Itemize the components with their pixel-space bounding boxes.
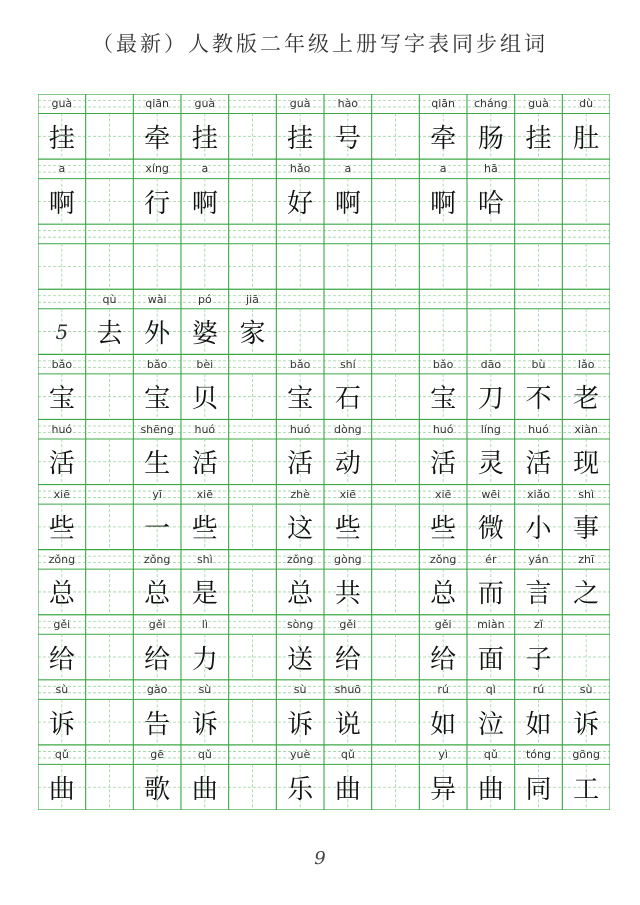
page-number: 9 [314, 848, 326, 869]
pinyin-cell: zǐ [534, 617, 543, 631]
pinyin-cell: xiē [53, 487, 70, 501]
character-cell [86, 504, 134, 550]
pinyin-cell [372, 550, 420, 570]
character-cell: 宝 [430, 384, 457, 415]
pinyin-cell [562, 289, 610, 309]
character-cell: 泣 [477, 709, 504, 740]
pinyin-cell: gěi [339, 617, 357, 631]
pinyin-cell: pó [197, 292, 212, 306]
pinyin-cell [229, 550, 277, 570]
character-cell [324, 309, 372, 355]
character-cell: 挂 [48, 123, 75, 154]
character-cell: 给 [48, 644, 75, 675]
pinyin-cell [229, 680, 277, 700]
character-cell: 异 [430, 774, 457, 805]
character-cell: 啊 [191, 188, 218, 219]
character-cell: 是 [191, 579, 218, 610]
character-cell: 挂 [525, 123, 552, 154]
character-cell: 哈 [477, 188, 504, 219]
character-cell: 牵 [144, 123, 171, 154]
character-cell [562, 244, 610, 290]
character-cell [86, 699, 134, 745]
character-cell: 些 [191, 514, 218, 545]
pinyin-cell: dòng [333, 422, 362, 436]
pinyin-cell [372, 289, 420, 309]
character-cell [276, 244, 324, 290]
pinyin-cell [86, 485, 134, 505]
character-cell [372, 439, 420, 485]
character-cell: 如 [525, 709, 552, 740]
character-cell [324, 244, 372, 290]
pinyin-cell [229, 419, 277, 439]
pinyin-cell: qǔ [54, 748, 69, 762]
pinyin-cell: huó [194, 422, 216, 436]
character-cell: 诉 [287, 709, 314, 740]
pinyin-cell: gěi [53, 617, 71, 631]
character-cell: 挂 [191, 123, 218, 154]
character-cell: 总 [430, 579, 457, 610]
pinyin-cell [372, 615, 420, 635]
pinyin-cell: gòng [333, 552, 362, 566]
pinyin-cell: cháng [473, 97, 508, 111]
character-cell: 生 [144, 449, 171, 480]
pinyin-cell [467, 224, 515, 244]
pinyin-cell: guà [289, 97, 311, 111]
character-cell: 不 [525, 384, 552, 415]
pinyin-cell [229, 485, 277, 505]
character-cell: 乐 [287, 774, 314, 805]
pinyin-cell [86, 615, 134, 635]
pinyin-cell [372, 745, 420, 765]
pinyin-cell: a [344, 162, 352, 176]
pinyin-cell: gē [150, 748, 165, 762]
pinyin-cell: yī [152, 487, 162, 501]
character-cell: 给 [430, 644, 457, 675]
pinyin-cell [86, 745, 134, 765]
pinyin-cell [372, 224, 420, 244]
character-cell: 号 [334, 123, 361, 154]
character-cell: 送 [287, 644, 314, 675]
pinyin-cell: rú [532, 683, 545, 697]
pinyin-cell [229, 224, 277, 244]
character-cell [229, 699, 277, 745]
character-cell: 啊 [48, 188, 75, 219]
pinyin-cell: hào [337, 97, 359, 111]
character-cell: 同 [525, 774, 552, 805]
character-cell: 言 [525, 579, 552, 610]
pinyin-cell: zǒng [143, 552, 171, 566]
pinyin-cell [86, 680, 134, 700]
pinyin-cell: bù [531, 357, 546, 371]
pinyin-cell: qiān [145, 97, 170, 111]
character-cell: 老 [573, 384, 600, 415]
pinyin-cell [467, 289, 515, 309]
character-cell [86, 439, 134, 485]
character-cell [276, 309, 324, 355]
pinyin-cell [276, 289, 324, 309]
pinyin-cell: gěi [148, 617, 166, 631]
character-cell: 小 [525, 514, 552, 545]
character-cell: 些 [334, 514, 361, 545]
pinyin-cell: dù [579, 97, 594, 111]
pinyin-cell: guà [528, 97, 549, 111]
character-cell: 之 [573, 579, 600, 610]
pinyin-cell: qiān [431, 97, 456, 111]
character-cell [467, 244, 515, 290]
lesson-number: 5 [55, 319, 69, 344]
character-cell: 外 [144, 319, 171, 350]
pinyin-cell: wēi [481, 487, 501, 501]
character-cell: 贝 [191, 384, 218, 415]
pinyin-cell: xiē [196, 487, 213, 501]
pinyin-cell: xiē [434, 487, 452, 501]
pinyin-cell: gōng [572, 748, 600, 762]
character-cell: 家 [239, 319, 266, 350]
pinyin-cell [324, 289, 372, 309]
pinyin-cell [515, 159, 563, 179]
character-cell: 说 [334, 709, 361, 740]
character-cell [229, 569, 277, 615]
character-cell: 总 [287, 579, 314, 610]
character-cell [562, 309, 610, 355]
pinyin-cell: guà [194, 97, 216, 111]
character-cell [372, 179, 420, 225]
character-cell [562, 179, 610, 225]
character-cell: 牵 [430, 123, 457, 154]
pinyin-cell: qǔ [197, 748, 212, 762]
pinyin-cell [562, 615, 610, 635]
pinyin-cell [181, 224, 229, 244]
character-cell [372, 699, 420, 745]
character-cell [372, 634, 420, 680]
character-cell [229, 114, 277, 160]
pinyin-cell [229, 745, 277, 765]
pinyin-cell [419, 289, 467, 309]
pinyin-cell: qǔ [483, 748, 498, 762]
pinyin-cell [372, 680, 420, 700]
character-cell: 现 [573, 449, 600, 480]
character-cell: 宝 [287, 384, 314, 415]
character-cell: 诉 [573, 709, 600, 740]
pinyin-cell [372, 94, 420, 114]
pinyin-cell: shuō [334, 683, 362, 697]
character-cell: 活 [48, 449, 75, 480]
pinyin-cell: a [439, 162, 447, 176]
pinyin-cell: gào [146, 683, 168, 697]
character-cell: 面 [477, 644, 504, 675]
character-cell: 活 [525, 449, 552, 480]
character-cell: 去 [96, 319, 123, 350]
character-cell [229, 504, 277, 550]
pinyin-cell [324, 224, 372, 244]
character-cell [372, 764, 420, 810]
character-cell: 事 [573, 514, 600, 545]
pinyin-cell: zhī [578, 552, 595, 566]
pinyin-cell: huó [51, 422, 73, 436]
character-cell [229, 439, 277, 485]
pinyin-cell [229, 615, 277, 635]
pinyin-cell [38, 289, 86, 309]
pinyin-cell: sù [198, 683, 212, 697]
character-cell: 子 [525, 644, 552, 675]
character-cell: 刀 [477, 384, 504, 415]
writing-grid [38, 94, 610, 810]
character-cell: 灵 [477, 449, 504, 480]
character-cell: 总 [144, 579, 171, 610]
character-cell [229, 374, 277, 420]
character-cell: 总 [48, 579, 75, 610]
character-cell [86, 114, 134, 160]
character-cell: 微 [477, 514, 504, 545]
pinyin-cell: huó [528, 422, 549, 436]
pinyin-cell: gěi [434, 617, 452, 631]
pinyin-cell: zǒng [429, 552, 457, 566]
character-cell [372, 244, 420, 290]
pinyin-cell: sù [579, 683, 593, 697]
pinyin-cell: zhè [290, 487, 310, 501]
character-cell: 如 [430, 709, 457, 740]
character-cell: 曲 [191, 774, 218, 805]
character-cell [515, 179, 563, 225]
pinyin-cell: bǎo [146, 357, 168, 371]
pinyin-cell: qù [102, 292, 117, 306]
character-cell [372, 309, 420, 355]
character-cell: 啊 [430, 188, 457, 219]
pinyin-cell [372, 159, 420, 179]
character-cell [515, 244, 563, 290]
pinyin-cell [372, 419, 420, 439]
character-cell: 诉 [191, 709, 218, 740]
pinyin-cell [38, 224, 86, 244]
character-cell [372, 374, 420, 420]
pinyin-cell: zǒng [48, 552, 76, 566]
character-cell: 而 [477, 579, 504, 610]
character-cell [229, 179, 277, 225]
pinyin-cell [515, 224, 563, 244]
pinyin-cell [419, 224, 467, 244]
pinyin-cell: yán [528, 552, 549, 566]
pinyin-cell [133, 224, 181, 244]
pinyin-cell: shēng [140, 422, 174, 436]
character-cell: 肠 [477, 123, 504, 154]
pinyin-cell: a [201, 162, 209, 176]
pinyin-cell: xiàn [574, 422, 598, 436]
character-cell: 些 [48, 514, 75, 545]
character-cell: 曲 [48, 774, 75, 805]
character-cell [181, 244, 229, 290]
character-cell [86, 634, 134, 680]
pinyin-cell: lì [201, 617, 208, 631]
character-cell: 肚 [573, 123, 600, 154]
pinyin-cell [229, 94, 277, 114]
pinyin-cell: hā [483, 162, 498, 176]
pinyin-cell [372, 354, 420, 374]
character-cell: 力 [191, 644, 218, 675]
character-cell [86, 179, 134, 225]
page-title: （最新）人教版二年级上册写字表同步组词 [92, 32, 548, 56]
pinyin-cell: shí [339, 357, 356, 371]
pinyin-cell: sù [55, 683, 69, 697]
character-cell: 动 [334, 449, 361, 480]
character-cell [515, 309, 563, 355]
character-cell: 行 [144, 188, 171, 219]
pinyin-cell: huó [289, 422, 311, 436]
character-cell: 歌 [144, 774, 171, 805]
pinyin-cell: ér [485, 552, 497, 566]
pinyin-cell [515, 289, 563, 309]
character-cell [229, 244, 277, 290]
pinyin-cell: shì [196, 552, 213, 566]
pinyin-cell: jiā [246, 292, 259, 306]
pinyin-cell: qì [485, 683, 496, 697]
character-cell [86, 569, 134, 615]
pinyin-cell [86, 550, 134, 570]
character-cell: 一 [144, 514, 171, 545]
character-cell: 给 [144, 644, 171, 675]
pinyin-cell: bèi [196, 357, 214, 371]
character-cell [86, 764, 134, 810]
character-cell: 诉 [48, 709, 75, 740]
pinyin-cell: xíng [145, 162, 169, 176]
character-cell: 挂 [287, 123, 314, 154]
character-cell: 活 [430, 449, 457, 480]
pinyin-cell: bǎo [289, 357, 311, 371]
pinyin-cell: qǔ [340, 748, 355, 762]
character-cell [86, 244, 134, 290]
pinyin-cell: guà [51, 97, 73, 111]
pinyin-cell [86, 159, 134, 179]
pinyin-cell: a [58, 162, 66, 176]
character-cell [372, 504, 420, 550]
character-cell: 活 [287, 449, 314, 480]
character-cell [562, 634, 610, 680]
character-cell: 这 [287, 514, 314, 545]
character-cell [229, 634, 277, 680]
character-cell: 曲 [477, 774, 504, 805]
character-cell [133, 244, 181, 290]
pinyin-cell: miàn [477, 617, 505, 631]
pinyin-cell [229, 354, 277, 374]
character-cell: 宝 [48, 384, 75, 415]
character-cell: 共 [334, 579, 361, 610]
character-cell [419, 244, 467, 290]
character-cell [372, 569, 420, 615]
character-cell: 啊 [334, 188, 361, 219]
pinyin-cell: rú [437, 683, 449, 697]
pinyin-cell: yì [438, 748, 448, 762]
pinyin-cell: dāo [480, 357, 502, 371]
pinyin-cell: lǎo [577, 357, 595, 371]
character-cell: 石 [334, 384, 361, 415]
pinyin-cell: hǎo [289, 162, 311, 176]
pinyin-cell [372, 485, 420, 505]
pinyin-cell [86, 94, 134, 114]
pinyin-cell: líng [480, 422, 501, 436]
character-cell: 告 [144, 709, 171, 740]
character-cell [372, 114, 420, 160]
character-cell [467, 309, 515, 355]
character-cell: 婆 [191, 319, 218, 350]
pinyin-cell [562, 159, 610, 179]
character-cell: 好 [287, 188, 314, 219]
pinyin-cell [229, 159, 277, 179]
pinyin-cell [86, 224, 134, 244]
pinyin-cell [276, 224, 324, 244]
pinyin-cell [86, 354, 134, 374]
pinyin-cell: wài [147, 292, 167, 306]
character-cell: 宝 [144, 384, 171, 415]
character-cell: 活 [191, 449, 218, 480]
character-cell [86, 374, 134, 420]
pinyin-cell: sù [293, 683, 307, 697]
pinyin-cell: shì [578, 487, 595, 501]
character-cell: 工 [573, 774, 600, 805]
character-cell: 些 [430, 514, 457, 545]
pinyin-cell: zǒng [286, 552, 314, 566]
character-cell [38, 244, 86, 290]
pinyin-cell: tóng [525, 748, 551, 762]
pinyin-cell: yuè [290, 748, 311, 762]
pinyin-cell: bǎo [51, 357, 73, 371]
pinyin-cell [86, 419, 134, 439]
pinyin-cell: xiǎo [526, 487, 550, 501]
pinyin-cell: huó [432, 422, 454, 436]
pinyin-cell: xiē [339, 487, 356, 501]
character-cell [229, 764, 277, 810]
character-cell [419, 309, 467, 355]
character-cell: 给 [334, 644, 361, 675]
pinyin-cell [562, 224, 610, 244]
pinyin-cell: bǎo [432, 357, 454, 371]
character-cell: 曲 [334, 774, 361, 805]
pinyin-cell: sòng [286, 617, 314, 631]
